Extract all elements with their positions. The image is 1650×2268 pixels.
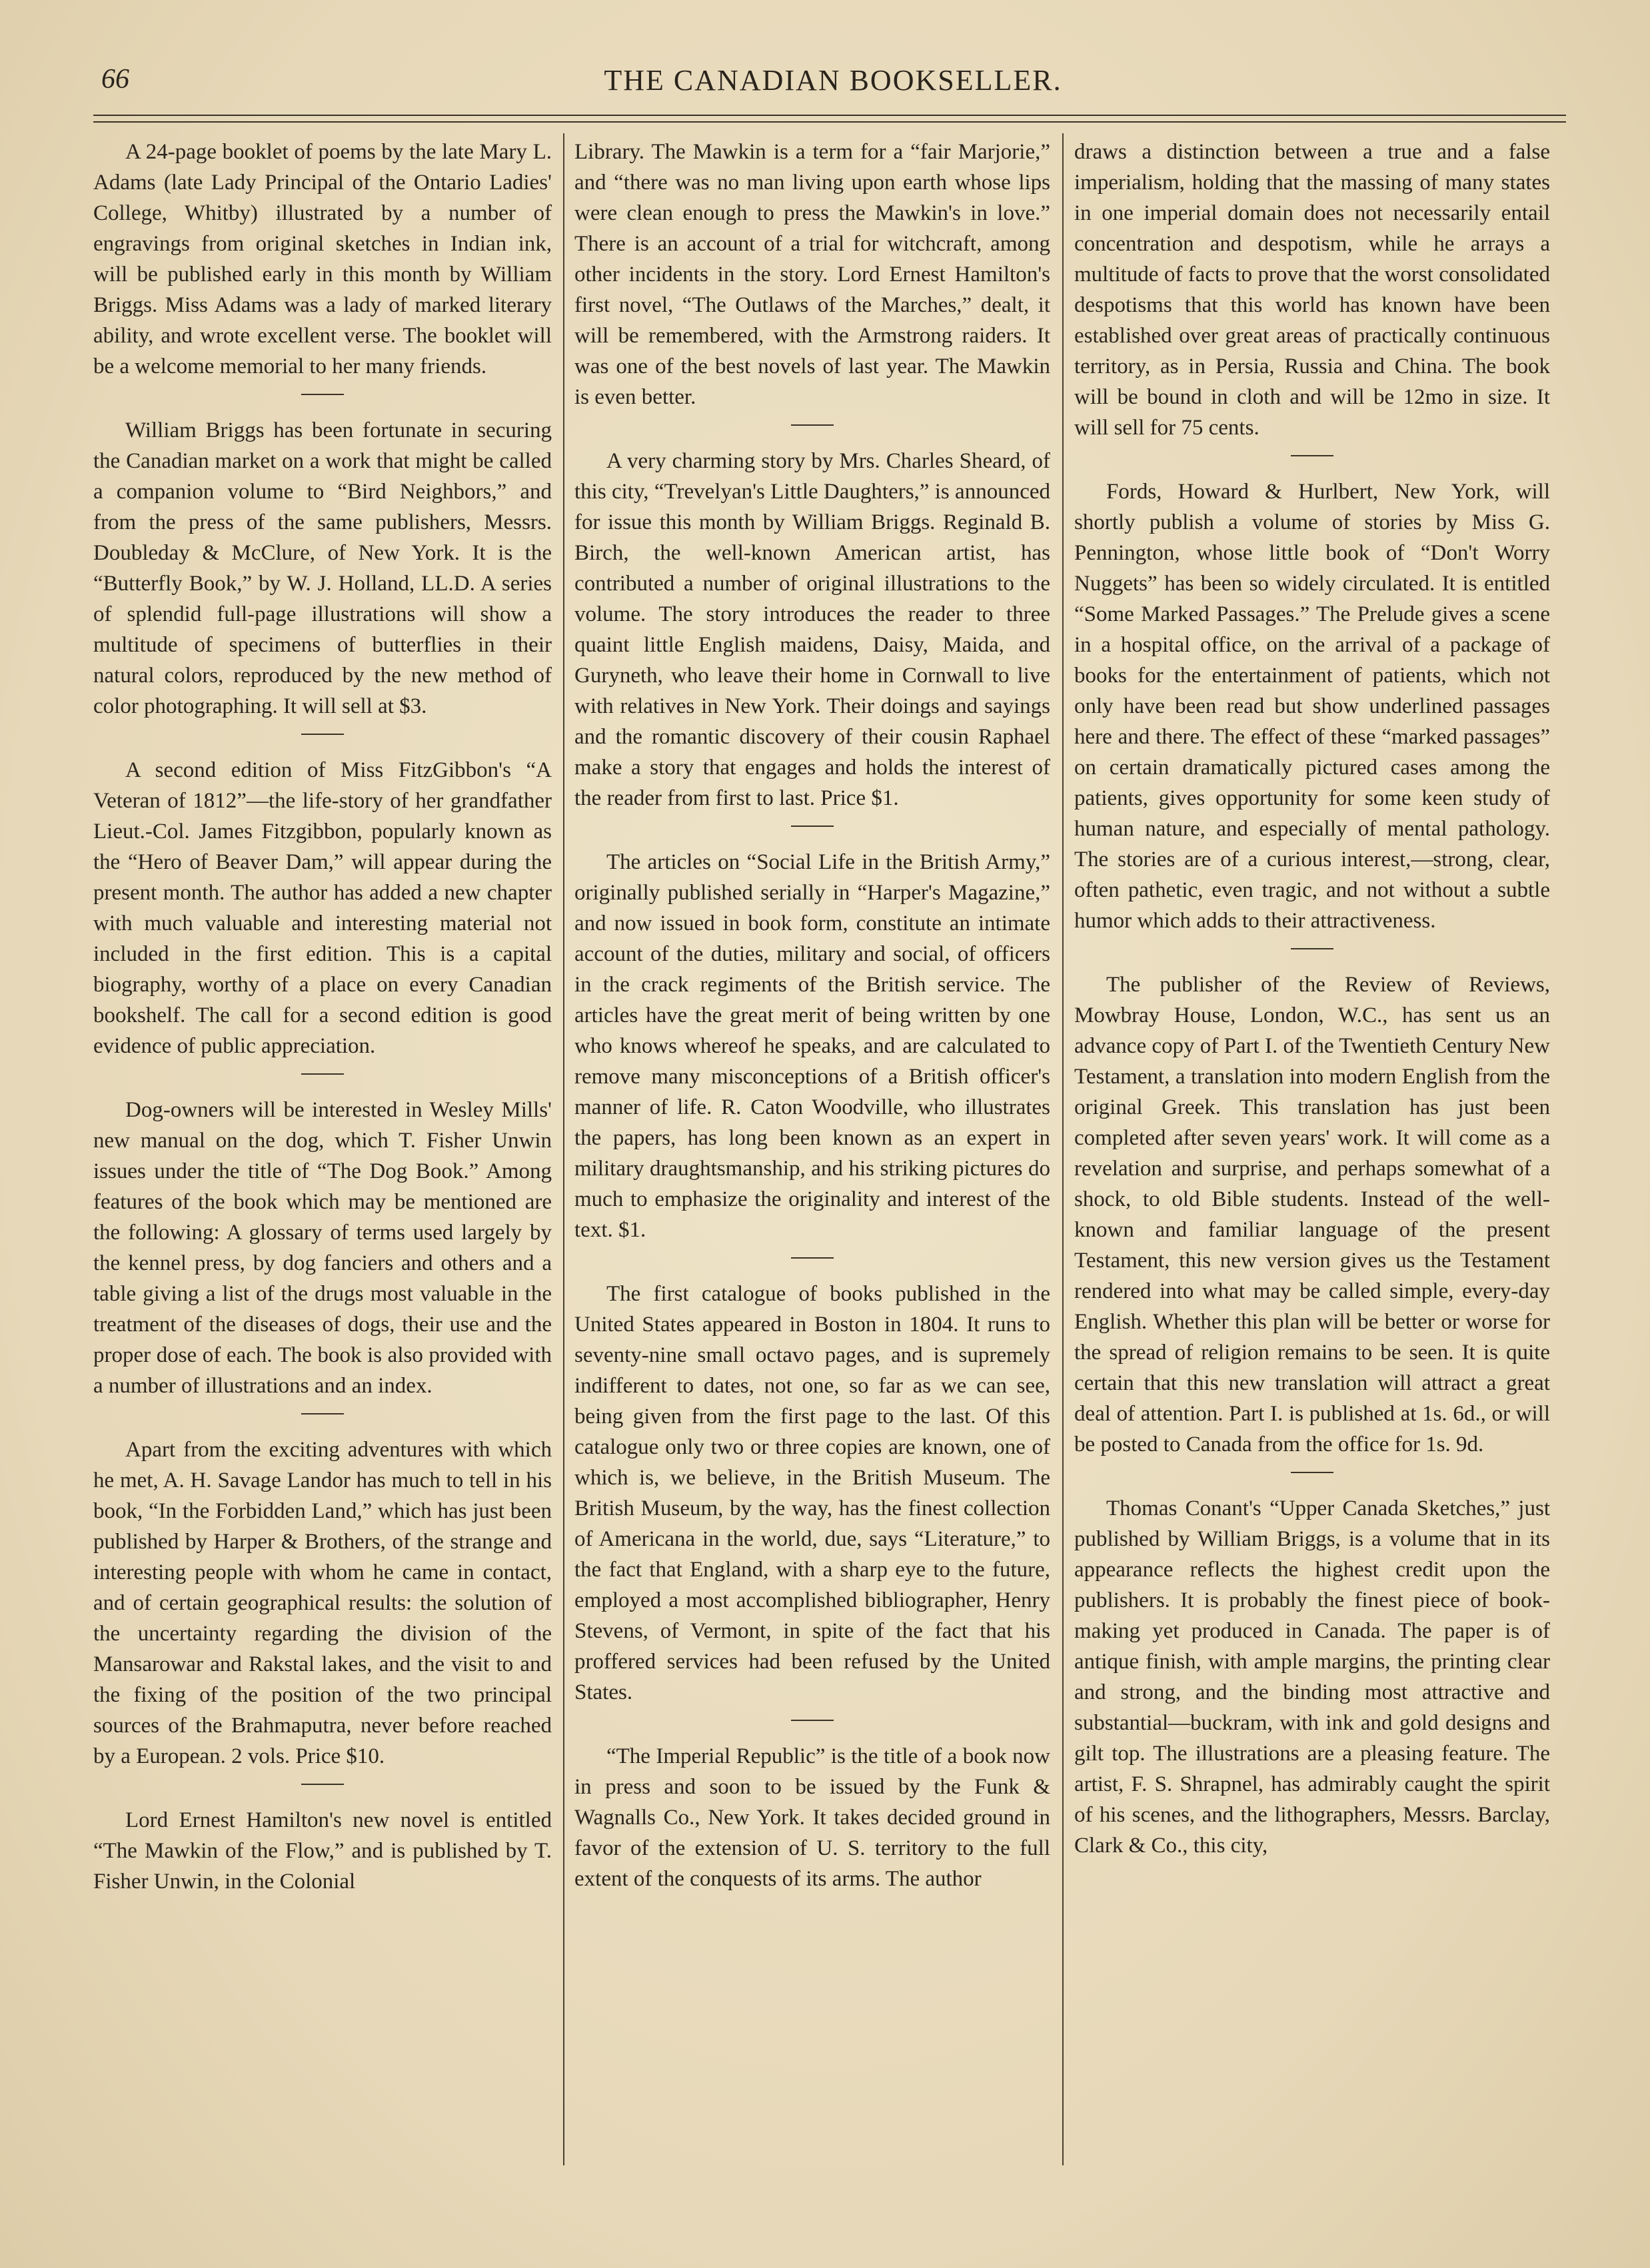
paragraph-continued: draws a distinction between a true and a false imperialism, holding that the massing of many states in one imperial domain does not necessarily entail concentration and despotism, while he arrays a multitude of facts to prove that the worst consolidated despotisms that this world has known have been established over great areas of practically continuous territory, as in Persia, Russia and China. The book will be bound in cloth and will be 12mo in size. It will sell for 75 cents.: [1074, 140, 1550, 440]
paragraph: A second edition of Miss FitzGibbon's “A Veteran of 1812”—the life-story of her grandfather Lieut.-Col. James Fitzgibbon, popularly known as the “Hero of Beaver Dam,” will appear during the present month. The author has added a new chapter with much valuable and interesting material not included in the first edition. This is a capital biography, worthy of a place on every Canadian bookshelf. The call for a second edition is good evidence of public appreciation.: [93, 758, 552, 1058]
separator-rule: [301, 734, 344, 735]
column-divider-2: [1062, 133, 1064, 2165]
separator-rule: [1291, 948, 1333, 949]
paragraph: A very charming story by Mrs. Charles Sheard, of this city, “Trevelyan's Little Daughters,” is announced for issue this month by William Briggs. Reginald B. Birch, the well-known American artist, has contributed a number of original illustrations to the volume. The story introduces the reader to three quaint little English maidens, Daisy, Maida, and Guryneth, who leave their home in Cornwall to live with relatives in New York. Their doings and sayings and the romantic discovery of their cousin Raphael make a story that engages and holds the interest of the reader from first to last. Price $1.: [574, 449, 1050, 810]
paragraph: A 24-page booklet of poems by the late Mary L. Adams (late Lady Principal of the Ontario Ladies' College, Whitby) illustrated by a number of engravings from original sketches in Indian ink, will be published early in this month by William Briggs. Miss Adams was a lady of marked literary ability, and wrote excellent verse. The booklet will be a welcome memorial to her many friends.: [93, 140, 552, 378]
paragraph: Apart from the exciting adventures with which he met, A. H. Savage Landor has much to tell in his book, “In the Forbidden Land,” which has just been published by Harper & Brothers, of the strange and interesting people with whom he came in contact, and of certain geographical results: the solution of the uncertainty regarding the division of the Mansarowar and Rakstal lakes, and the visit to and the fixing of the position of the two principal sources of the Brahmaputra, never before reached by a European. 2 vols. Price $10.: [93, 1438, 552, 1768]
paragraph: The articles on “Social Life in the British Army,” originally published serially in “Harper's Magazine,” and now issued in book form, constitute an intimate account of the duties, military and social, of officers in the crack regiments of the British service. The articles have the great merit of being written by one who knows whereof he speaks, and are calculated to remove many misconceptions of a British officer's manner of life. R. Caton Woodville, who illustrates the papers, has long been known as an expert in military draughtsmanship, and his striking pictures do much to emphasize the originality and interest of the text. $1.: [574, 850, 1050, 1242]
paragraph: Thomas Conant's “Upper Canada Sketches,” just published by William Briggs, is a volume that in its appearance reflects the highest credit upon the publishers. It is probably the finest piece of book-making yet produced in Canada. The paper is of antique finish, with ample margins, the printing clear and strong, and the binding most attractive and substantial—buckram, with ink and gold designs and gilt top. The illustrations are a pleasing feature. The artist, F. S. Shrapnel, has admirably caught the spirit of his scenes, and the lithographers, Messrs. Barclay, Clark & Co., this city,: [1074, 1496, 1550, 1858]
separator-rule: [301, 1073, 344, 1075]
separator-rule: [791, 1720, 834, 1721]
paragraph: “The Imperial Republic” is the title of a book now in press and soon to be issued by the Funk & Wagnalls Co., New York. It takes decided ground in favor of the extension of U. S. territory to the full extent of the conquests of its arms. The author: [574, 1744, 1050, 1891]
separator-rule: [1291, 1472, 1333, 1473]
page-header: [93, 63, 1573, 103]
paragraph: Dog-owners will be interested in Wesley Mills' new manual on the dog, which T. Fisher Unwin issues under the title of “The Dog Book.” Among features of the book which may be mentioned are the following: A glossary of terms used largely by the kennel press, by dog fanciers and others and a table giving a list of the drugs most valuable in the treatment of the diseases of dogs, their use and the proper dose of each. The book is also provided with a number of illustrations and an index.: [93, 1098, 552, 1398]
paragraph: Fords, Howard & Hurlbert, New York, will shortly publish a volume of stories by Miss G. Pennington, whose little book of “Don't Worry Nuggets” has been so widely circulated. It is entitled “Some Marked Passages.” The Prelude gives a scene in a hospital office, on the arrival of a package of books for the entertainment of patients, which not only have been read but show underlined passages here and there. The effect of these “marked passages” on certain dramatically pictured cases among the patients, gives opportunity for some keen study of human nature, and especially of mental pathology. The stories are of a curious interest,—strong, clear, often pathetic, even tragic, and not without a subtle humor which adds to their attractiveness.: [1074, 480, 1550, 933]
paragraph-continued: Library. The Mawkin is a term for a “fair Marjorie,” and “there was no man living upon earth whose lips were clean enough to press the Mawkin's in love.” There is an account of a trial for witchcraft, among other incidents in the story. Lord Ernest Hamilton's first novel, “The Outlaws of the Marches,” dealt, it will be remembered, with the Armstrong raiders. It was one of the best novels of last year. The Mawkin is even better.: [574, 140, 1050, 409]
separator-rule: [301, 394, 344, 395]
paragraph: William Briggs has been fortunate in securing the Canadian market on a work that might be called a companion volume to “Bird Neighbors,” and from the press of the same publishers, Messrs. Doubleday & McClure, of New York. It is the “Butterfly Book,” by W. J. Holland, LL.D. A series of splendid full-page illustrations will show a multitude of specimens of butterflies in their natural colors, reproduced by the new method of color photographing. It will sell at $3.: [93, 418, 552, 718]
page-number: 66: [101, 64, 129, 95]
separator-rule: [301, 1413, 344, 1415]
separator-rule: [1291, 455, 1333, 456]
separator-rule: [791, 424, 834, 426]
paragraph: The publisher of the Review of Reviews, Mowbray House, London, W.C., has sent us an advance copy of Part I. of the Twentieth Century New Testament, a translation into modern English from the original Greek. This translation has just been completed after seven years' work. It will come as a revelation and surprise, and perhaps somewhat of a shock, to old Bible students. Instead of the well-known and familiar language of the present Testament, this new version gives us the Testament rendered into what may be called simple, every-day English. Whether this plan will be better or worse for the spread of religion remains to be seen. It is quite certain that this new translation will attract a great deal of attention. Part I. is published at 1s. 6d., or will be posted to Canada from the office for 1s. 9d.: [1074, 973, 1550, 1456]
separator-rule: [301, 1784, 344, 1785]
column-divider-1: [563, 133, 564, 2165]
separator-rule: [791, 826, 834, 827]
running-title: THE CANADIAN BOOKSELLER.: [604, 64, 1062, 97]
paragraph: The first catalogue of books published in the United States appeared in Boston in 1804. It runs to seventy-nine small octavo pages, and is supremely indifferent to dates, not one, so far as we can see, being given from the first page to the last. Of this catalogue only two or three copies are known, one of which is, we believe, in the British Museum. The British Museum, by the way, has the finest collection of Americana in the world, due, says “Literature,” to the fact that England, with a sharp eye to the future, employed a most accomplished bibliographer, Henry Stevens, of Vermont, in spite of the fact that his proffered services had been refused by the United States.: [574, 1282, 1050, 1704]
column-1: [93, 137, 552, 2155]
paragraph: Lord Ernest Hamilton's new novel is entitled “The Mawkin of the Flow,” and is published by T. Fisher Unwin, in the Colonial: [93, 1808, 552, 1894]
column-2: [574, 137, 1050, 2155]
header-rule-bottom: [93, 121, 1566, 123]
header-rule-top: [93, 115, 1566, 116]
column-3: [1074, 137, 1550, 2155]
separator-rule: [791, 1257, 834, 1259]
